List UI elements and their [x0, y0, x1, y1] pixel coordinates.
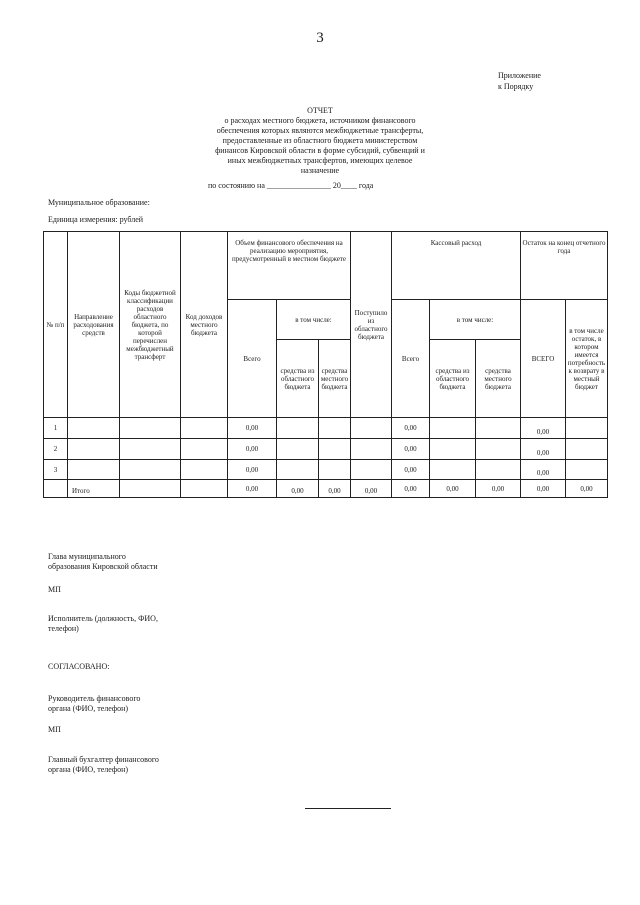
header-cash-including: в том числе: — [430, 300, 521, 340]
appendix-line-2: к Порядку — [498, 82, 534, 91]
header-direction: Направление расходования средств — [68, 232, 120, 418]
executor-line-2: телефон) — [48, 624, 79, 633]
header-budget-codes: Коды бюджетной классификации расходов областного бюджета, по которой перечислен межбюджетный трансферт — [120, 232, 181, 418]
header-remainder: Остаток на конец отчетного года — [521, 232, 608, 300]
finance-head-line-1: Руководитель финансового — [48, 694, 141, 703]
header-funding-regional: средства из областного бюджета — [277, 340, 319, 418]
title-line-5: иных межбюджетных трансфертов, имеющих целевое — [227, 156, 413, 165]
report-table — [43, 231, 608, 498]
header-funding-volume: Объем финансового обеспечения на реализацию мероприятия, предусмотренный в местном бюджете — [228, 232, 351, 300]
header-remainder-total: ВСЕГО — [521, 300, 566, 418]
header-funding-including: в том числе: — [277, 300, 351, 340]
totals-funding-regional: 0,00 — [277, 480, 319, 498]
title-line-1: о расходах местного бюджета, источником финансового — [224, 116, 416, 125]
funding-total-cell: 0,00 — [228, 418, 277, 439]
cash-total-cell: 0,00 — [392, 460, 430, 480]
header-funding-total: Всего — [228, 300, 277, 418]
remainder-total-cell: 0,00 — [521, 460, 566, 480]
totals-cash-local: 0,00 — [476, 480, 521, 498]
title-line-3: предоставленные из областного бюджета министерством — [222, 136, 418, 145]
footer-divider — [305, 808, 391, 809]
header-funding-local: средства местного бюджета — [319, 340, 351, 418]
finance-head-label — [48, 694, 140, 714]
stamp-place-2: МП — [48, 725, 61, 734]
header-income-code: Код доходов местного бюджета — [181, 232, 228, 418]
totals-cash-regional: 0,00 — [430, 480, 476, 498]
totals-received: 0,00 — [351, 480, 392, 498]
row-num: 2 — [44, 439, 68, 460]
totals-funding-local: 0,00 — [319, 480, 351, 498]
header-cash-regional: средства из областного бюджета — [430, 340, 476, 418]
table-row — [44, 439, 608, 460]
as-of-date: по состоянию на ________________ 20____ года — [208, 181, 374, 190]
chief-accountant-label — [48, 755, 159, 775]
funding-total-cell: 0,00 — [228, 439, 277, 460]
title-line-4: финансов Кировской области в форме субсидий, субвенций и — [215, 146, 425, 155]
header-cash-expense: Кассовый расход — [392, 232, 521, 300]
totals-remainder-total: 0,00 — [521, 480, 566, 498]
municipality-label: Муниципальное образование: — [48, 198, 150, 207]
finance-head-line-2: органа (ФИО, телефон) — [48, 704, 129, 713]
header-num: № п/п — [44, 232, 68, 418]
totals-cash-total: 0,00 — [392, 480, 430, 498]
agreed-label: СОГЛАСОВАНО: — [48, 662, 110, 671]
header-cash-local: средства местного бюджета — [476, 340, 521, 418]
cash-total-cell: 0,00 — [392, 439, 430, 460]
funding-total-cell: 0,00 — [228, 460, 277, 480]
unit-label: Единица измерения: рублей — [48, 215, 144, 224]
header-cash-total: Всего — [392, 300, 430, 418]
report-title — [170, 106, 470, 176]
row-num: 1 — [44, 418, 68, 439]
totals-remainder-refund: 0,00 — [566, 480, 608, 498]
remainder-total-cell: 0,00 — [521, 418, 566, 439]
executor-label — [48, 614, 158, 634]
table-row — [44, 460, 608, 480]
table-row — [44, 418, 608, 439]
totals-funding-total: 0,00 — [228, 480, 277, 498]
stamp-place-1: МП — [48, 585, 61, 594]
head-line-1: Глава муниципального — [48, 552, 126, 561]
accountant-line-1: Главный бухгалтер финансового — [48, 755, 159, 764]
page-number: 3 — [316, 30, 324, 46]
title-line-2: обеспечения которых являются межбюджетные трансферты, — [216, 126, 424, 135]
header-received: Поступило из областного бюджета — [351, 232, 392, 418]
accountant-line-2: органа (ФИО, телефон) — [48, 765, 129, 774]
header-refund-need: в том числе остаток, в котором имеется потребность к возврату в местный бюджет — [566, 300, 608, 418]
remainder-total-cell: 0,00 — [521, 439, 566, 460]
head-line-2: образования Кировской области — [48, 562, 158, 571]
totals-row — [44, 480, 608, 498]
totals-label: Итого — [68, 480, 120, 498]
appendix-line-1: Приложение — [498, 71, 541, 80]
cash-total-cell: 0,00 — [392, 418, 430, 439]
title-line-6: назначение — [300, 166, 340, 175]
appendix-note — [498, 70, 541, 92]
executor-line-1: Исполнитель (должность, ФИО, — [48, 614, 158, 623]
report-heading: ОТЧЕТ — [307, 106, 333, 115]
row-num: 3 — [44, 460, 68, 480]
head-signature-label — [48, 552, 158, 572]
